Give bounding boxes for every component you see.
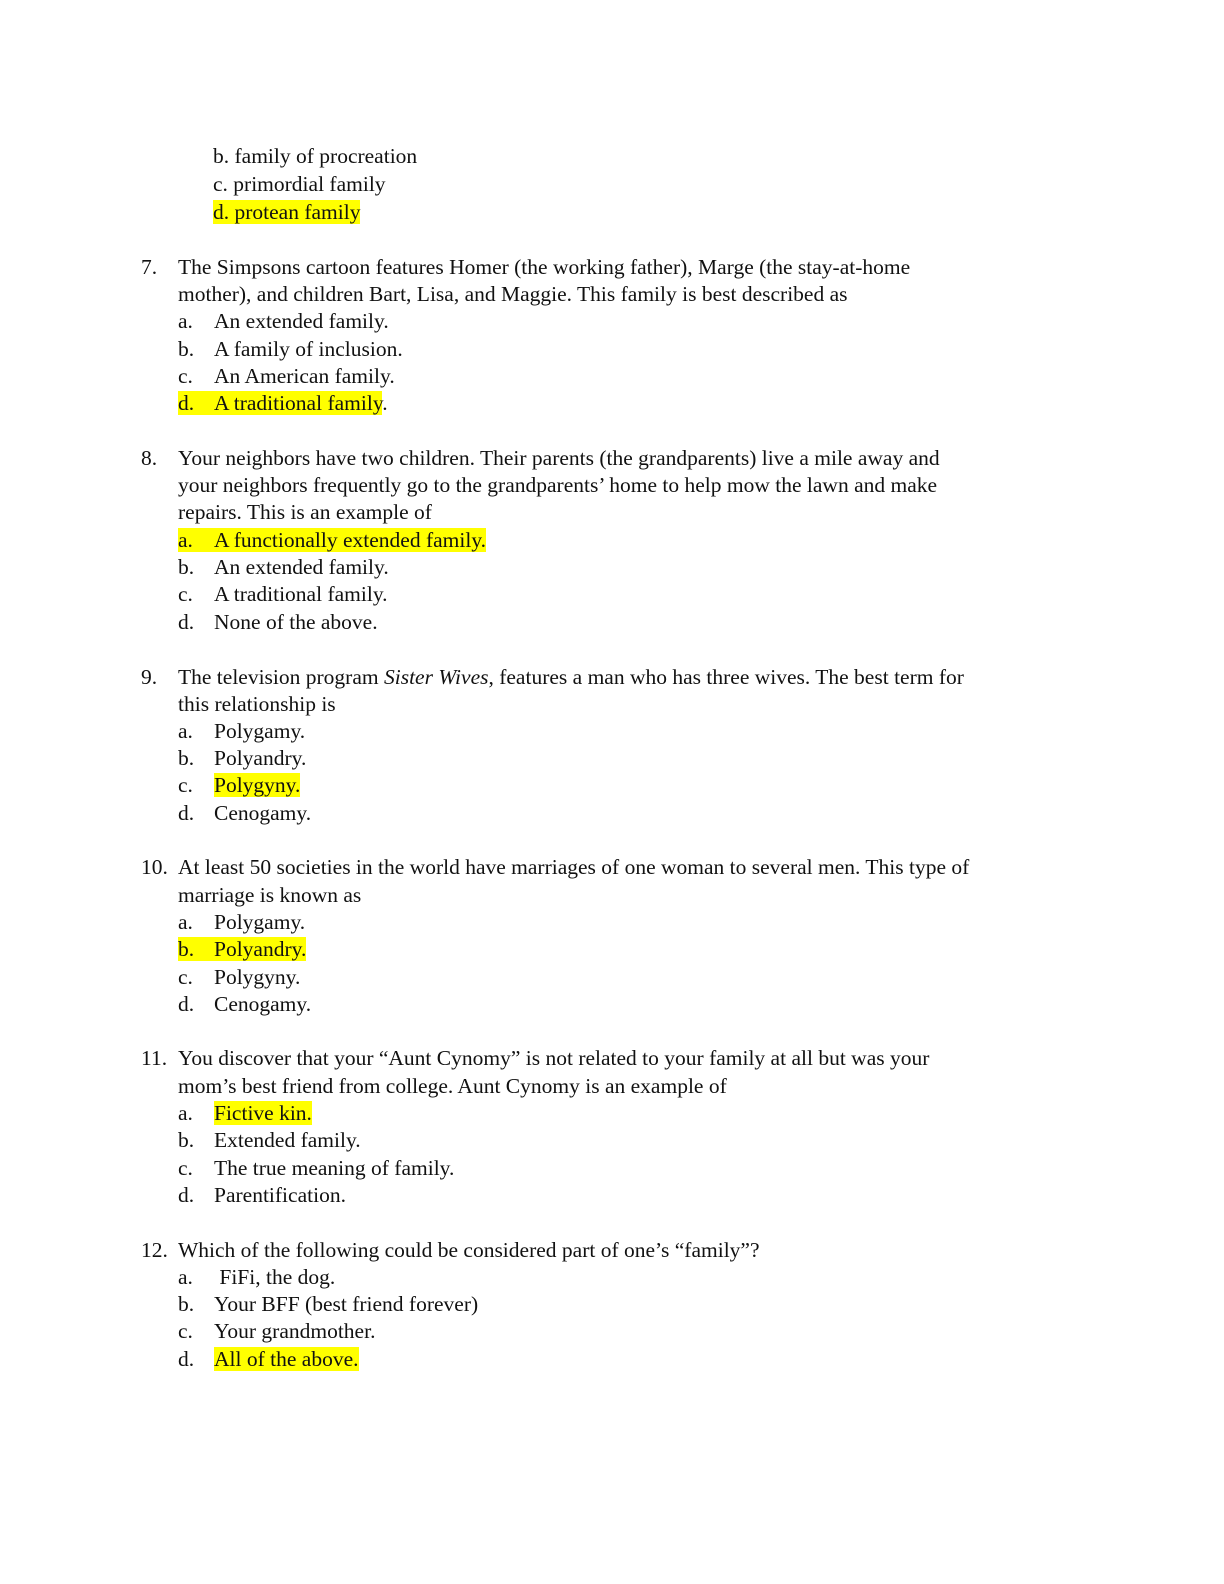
highlighted-answer: All of the above. (214, 1347, 359, 1371)
option-7a: a. An extended family. (178, 309, 389, 333)
option-9d: d. Cenogamy. (178, 801, 312, 825)
question-text: mother), and children Bart, Lisa, and Maggie. This family is best described as (178, 282, 848, 306)
option-7b: b. A family of inclusion. (178, 337, 403, 361)
option-12c: c. Your grandmother. (178, 1319, 376, 1343)
question-text: repairs. This is an example of (178, 500, 432, 524)
question-number: 11. (141, 1046, 168, 1070)
option-11c: c. The true meaning of family. (178, 1156, 455, 1180)
question-number: 7. (141, 255, 158, 279)
highlighted-answer: b. Polyandry. (178, 937, 307, 961)
option-7d: d. A traditional family. (178, 391, 388, 415)
option-11a: a. Fictive kin. (178, 1101, 312, 1125)
question-text: The Simpsons cartoon features Homer (the working father), Marge (the stay-at-home (178, 255, 911, 279)
question-number: 8. (141, 446, 158, 470)
option-11b: b. Extended family. (178, 1128, 361, 1152)
question-text: Your neighbors have two children. Their parents (the grandparents) live a mile away and (178, 446, 940, 470)
highlighted-answer: Polygyny. (214, 773, 301, 797)
question-text: The television program Sister Wives, features a man who has three wives. The best term for (178, 665, 964, 689)
highlighted-answer: d. protean family (213, 200, 361, 224)
option-10b (178, 936, 306, 963)
question-text: At least 50 societies in the world have marriages of one woman to several men. This type of (178, 855, 970, 879)
question-text: You discover that your “Aunt Cynomy” is not related to your family at all but was your (178, 1046, 930, 1070)
option-12d: d. All of the above. (178, 1347, 359, 1371)
option-6d (213, 199, 360, 226)
option-9a: a. Polygamy. (178, 719, 306, 743)
question-text: marriage is known as (178, 883, 362, 907)
option-12b: b. Your BFF (best friend forever) (178, 1292, 479, 1316)
option-12a: a. FiFi, the dog. (178, 1265, 336, 1289)
option-10d: d. Cenogamy. (178, 992, 312, 1016)
question-text: mom’s best friend from college. Aunt Cynomy is an example of (178, 1074, 727, 1098)
option-10c: c. Polygyny. (178, 965, 301, 989)
option-8a (178, 527, 486, 554)
option-6b: b. family of procreation (213, 144, 418, 168)
question-number: 12. (141, 1238, 168, 1262)
option-9b: b. Polyandry. (178, 746, 307, 770)
question-number: 9. (141, 665, 158, 689)
question-number: 10. (141, 855, 168, 879)
highlighted-answer: Fictive kin. (214, 1101, 312, 1125)
option-8b: b. An extended family. (178, 555, 389, 579)
highlighted-answer: a. A functionally extended family. (178, 528, 487, 552)
highlighted-answer: d. A traditional family (178, 391, 383, 415)
option-7c: c. An American family. (178, 364, 395, 388)
option-6c: c. primordial family (213, 172, 386, 196)
option-11d: d. Parentification. (178, 1183, 346, 1207)
option-9c: c. Polygyny. (178, 773, 301, 797)
option-10a: a. Polygamy. (178, 910, 306, 934)
question-text: your neighbors frequently go to the grandparents’ home to help mow the lawn and make (178, 473, 938, 497)
option-8c: c. A traditional family. (178, 582, 388, 606)
option-8d: d. None of the above. (178, 610, 378, 634)
question-text: Which of the following could be considered part of one’s “family”? (178, 1238, 760, 1262)
program-title: Sister Wives (383, 665, 489, 689)
question-text: this relationship is (178, 692, 336, 716)
